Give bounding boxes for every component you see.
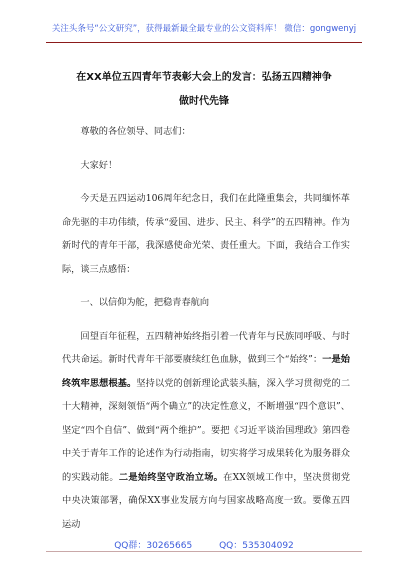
header-divider bbox=[46, 42, 362, 43]
point-one-text: 坚持以党的创新理论武装头脑，深入学习贯彻党的二十大精神，深刻领悟“两个确立”的决定性意义，不断增强“四个意识”、坚定“四个自信”、做到“两个维护”。要把《习近平谈治国理政》第四卷中关于青年工作的论述作为行动指南，切实将学习成果转化为服务群众的实践动能。 bbox=[62, 377, 351, 483]
title-line-1: 在XX单位五四青年节表彰大会上的发言：弘扬五四精神争 bbox=[76, 72, 332, 83]
page-header: 关注头条号“公文研究”，获得最新最全最专业的公文资料库！ 微信：gongwenyj bbox=[51, 24, 357, 34]
paragraph-2-lead: 回望百年征程，五四精神始终指引着一代青年与民族同呼吸、与时代共命运。新时代青年干部要赓续红色血脉，做到三个“始终”： bbox=[62, 330, 350, 365]
intro-paragraph: 今天是五四运动106周年纪念日，我们在此隆重集会，共同缅怀革命先驱的丰功伟绩，传承“爱国、进步、民主、科学”的五四精神。作为新时代的青年干部，我深感使命光荣、责任重大。下面，我结合工作实际，谈三点感悟： bbox=[62, 193, 350, 275]
section-heading-1: 一、以信仰为舵，把稳青春航向 bbox=[80, 297, 210, 308]
point-two-heading: 二是始终坚守政治立场。 bbox=[118, 471, 224, 483]
qq-number: QQ：535304092 bbox=[219, 541, 294, 551]
greeting: 大家好！ bbox=[80, 159, 118, 171]
title-line-2: 做时代先锋 bbox=[179, 96, 229, 107]
salutation: 尊敬的各位领导、同志们： bbox=[80, 126, 191, 137]
point-two-text: 在XX领域工作中，坚决贯彻党中央决策部署，确保XX事业发展方向与国家战略高度一致。要像五四运动 bbox=[62, 471, 351, 530]
qq-group-number: QQ群：30265665 bbox=[114, 541, 193, 551]
body-paragraph-2 bbox=[62, 325, 350, 537]
document-body bbox=[62, 120, 350, 536]
point-one-heading: 一是始终筑牢思想根基。 bbox=[62, 354, 350, 389]
footer-divider bbox=[46, 551, 362, 552]
page-footer bbox=[0, 538, 408, 551]
document-title bbox=[50, 66, 358, 114]
